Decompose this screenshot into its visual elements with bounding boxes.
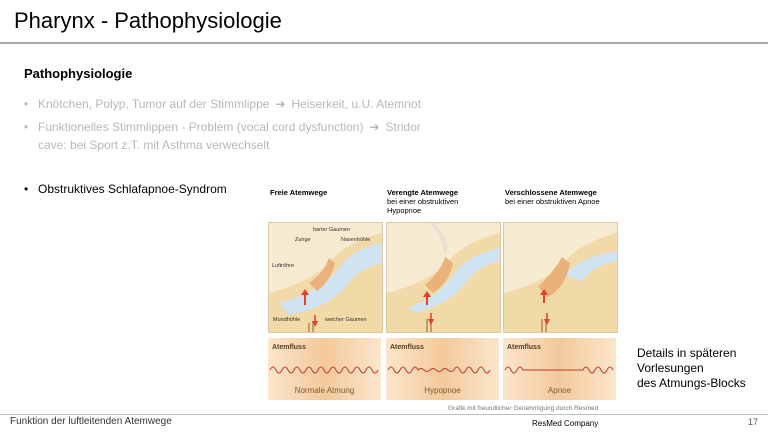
bullet-effect: Stridor [385,120,421,134]
label-trachea: Luftröhre [272,263,295,269]
panel-heading: Verengte Atemwege [387,188,458,197]
airflow-caption: Hypopnoe [424,386,461,395]
note-line: des Atmungs-Blocks [637,376,746,390]
label-soft-palate: weicher Gaumen [325,317,367,323]
panel-subheading: bei einer obstruktiven [387,197,459,206]
side-note [637,346,746,391]
panel-title-narrowed [387,188,458,215]
airflow-caption: Apnoe [547,386,572,395]
panel-heading: Verschlossene Atemwege [505,188,597,197]
panel-subheading: bei einer obstruktiven Apnoe [505,197,600,206]
airway-illustration-narrowed [386,222,501,333]
airflow-label: Atemfluss [272,344,306,351]
section-heading: Pathophysiologie [24,66,133,81]
airflow-label: Atemfluss [390,344,424,351]
bullet-cause: Funktionelles Stimmlippen - Problem (vocal cord dysfunction) [38,120,364,134]
panel-title-free [270,188,327,197]
airway-illustration-free [268,222,383,333]
label-nasal-cavity: Nasenhöhle [341,237,371,243]
airway-illustration-closed [503,222,618,333]
image-credit: Grafik mit freundlicher Genehmigung durch Resmed [448,405,599,412]
bullet-marker: • [24,97,29,111]
airflow-label: Atemfluss [507,344,541,351]
footer-divider [0,414,768,415]
bullet-marker: • [24,120,29,134]
bullet-cause: Knötchen, Polyp, Tumor auf der Stimmlippe [38,97,270,111]
footer-company: ResMed Company [532,419,599,428]
bullet-text [38,118,421,136]
bullet-text [38,95,421,113]
note-line: Vorlesungen [637,361,704,375]
note-line: Details in späteren [637,346,737,360]
bullet-effect: Heiserkeit, u.U. Atemnot [291,97,421,111]
bullet-text: Obstruktives Schlafapnoe-Syndrom [38,182,227,196]
airflow-panel-hypopnea [386,338,499,400]
right-arrow-icon: ➔ [275,97,286,111]
slide-title: Pharynx - Pathophysiologie [14,8,282,33]
title-divider [0,42,768,44]
bullet-marker: • [24,182,29,196]
label-oral-cavity: Mundhöhle [273,317,301,323]
page-number: 17 [747,417,758,427]
airflow-panel-normal [268,338,381,400]
panel-subheading: Hypopnoe [387,206,422,215]
panel-heading: Freie Atemwege [270,188,328,197]
right-arrow-icon: ➔ [369,120,380,134]
panel-title-closed [505,188,600,206]
airflow-caption: Normale Atmung [294,386,355,395]
bullet-continuation: cave: bei Sport z.T. mit Asthma verwechselt [38,138,270,152]
label-hard-palate: harter Gaumen [313,227,350,233]
label-tongue: Zunge [295,237,311,243]
footer-topic: Funktion der luftleitenden Atemwege [10,416,172,427]
airflow-panel-apnea [503,338,616,400]
